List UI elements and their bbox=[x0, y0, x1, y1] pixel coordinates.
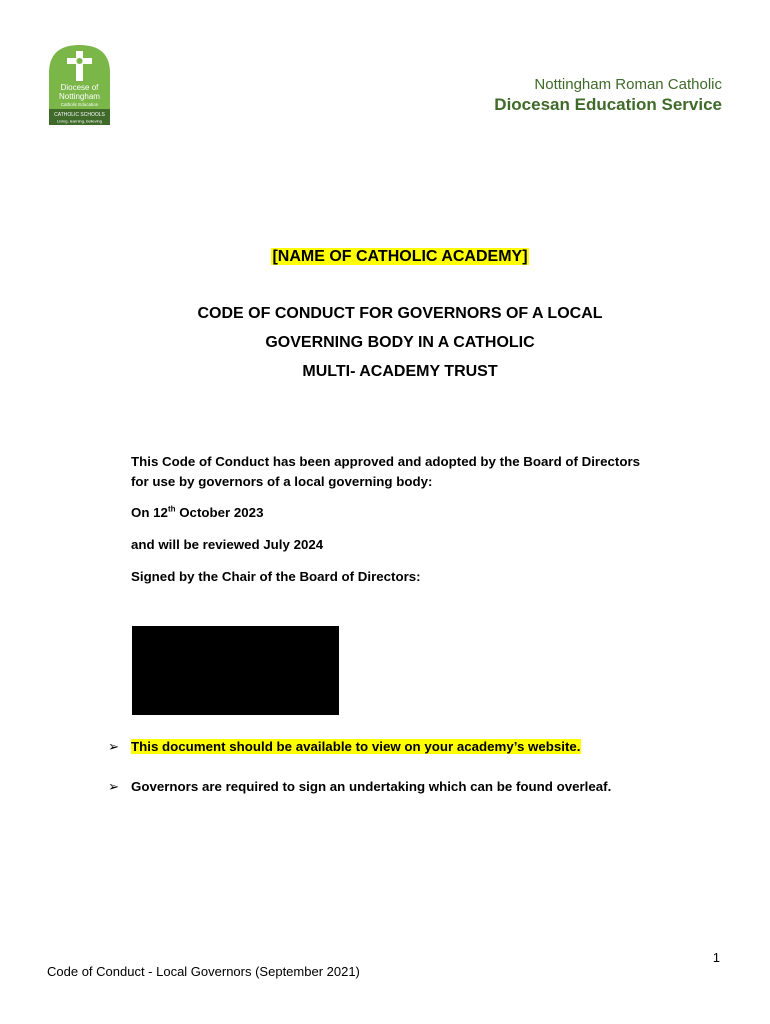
list-item bbox=[108, 737, 668, 757]
bullet-text-website: This document should be available to view on your academy’s website. bbox=[131, 739, 581, 754]
logo-band1: CATHOLIC SCHOOLS bbox=[54, 112, 105, 118]
title-line-1: CODE OF CONDUCT FOR GOVERNORS OF A LOCAL bbox=[197, 305, 603, 322]
logo-line2: Nottingham bbox=[59, 92, 100, 101]
org-name-line1: Nottingham Roman Catholic bbox=[534, 76, 722, 93]
logo-band2: Living, learning, believing bbox=[57, 118, 102, 124]
bullet-text-undertaking: Governors are required to sign an undertaking which can be found overleaf. bbox=[131, 779, 612, 794]
review-date: and will be reviewed July 2024 bbox=[131, 537, 324, 552]
list-item bbox=[108, 777, 668, 797]
organisation-header bbox=[494, 76, 722, 116]
arrow-bullet-icon: ➢ bbox=[108, 739, 120, 754]
footer-text: Code of Conduct - Local Governors (September 2021) bbox=[47, 964, 360, 979]
logo-line1: Diocese of bbox=[60, 83, 99, 92]
diocese-logo bbox=[47, 43, 112, 126]
title-line-3: MULTI- ACADEMY TRUST bbox=[302, 363, 498, 380]
signature-label: Signed by the Chair of the Board of Directors: bbox=[131, 569, 421, 584]
title-line-2: GOVERNING BODY IN A CATHOLIC bbox=[265, 334, 535, 351]
page-number: 1 bbox=[712, 950, 720, 965]
redacted-signature bbox=[132, 626, 339, 715]
approval-date: On 12th October 2023 bbox=[131, 504, 264, 520]
document-title bbox=[0, 299, 770, 386]
academy-name-placeholder bbox=[0, 248, 770, 266]
org-name-line2: Diocesan Education Service bbox=[494, 95, 722, 114]
approval-statement: This Code of Conduct has been approved and adopted by the Board of Directors for use by governors of a local governing body: bbox=[131, 454, 641, 489]
academy-name-text: [NAME OF CATHOLIC ACADEMY] bbox=[272, 248, 528, 265]
arrow-bullet-icon: ➢ bbox=[108, 779, 120, 794]
logo-line3: Catholic Education bbox=[60, 102, 99, 107]
